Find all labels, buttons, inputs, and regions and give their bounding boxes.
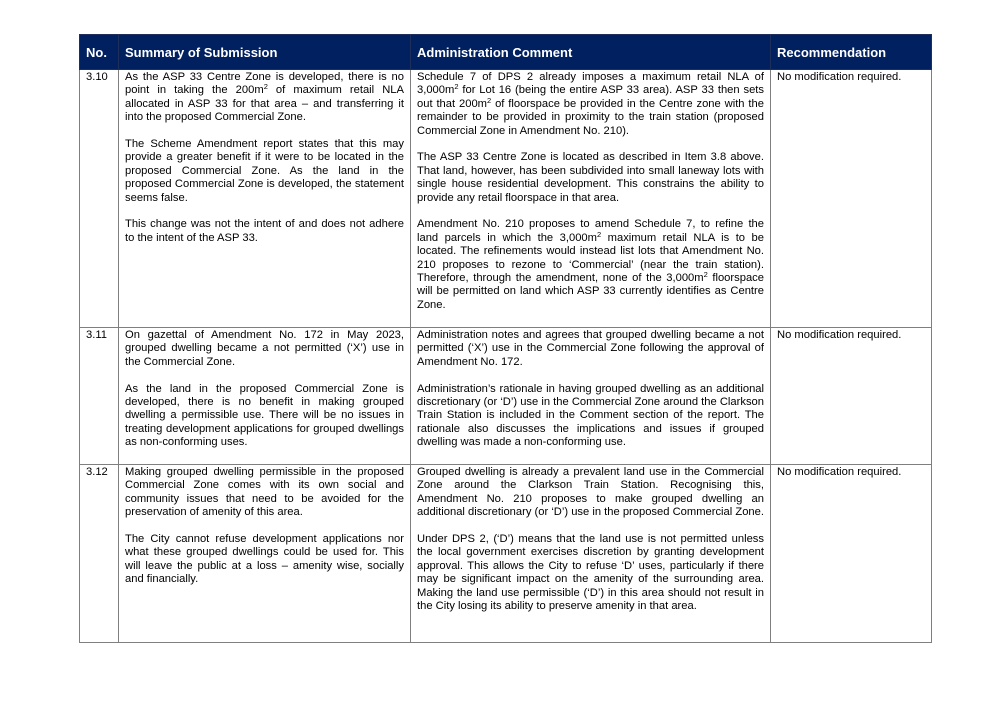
row-number: 3.11	[80, 328, 119, 465]
summary-paragraph: This change was not the intent of and does not adhere to the intent of the ASP 33.	[125, 218, 404, 244]
admin-comment-cell	[411, 328, 771, 465]
admin-paragraph: Administration’s rationale in having grouped dwelling as an additional discretionary (or ‘D’) use in the Commercial Zone around the Clarkson Train Station is included in the Comment section of the report. The rationale also discusses the implications and issues if grouped dwelling was made a non-conforming use.	[417, 382, 764, 449]
admin-paragraph: Administration notes and agrees that grouped dwelling became a not permitted (‘X’) use in the Commercial Zone following the approval of Amendment No. 172.	[417, 329, 764, 368]
submissions-table	[79, 34, 932, 643]
admin-paragraph: Schedule 7 of DPS 2 already imposes a maximum retail NLA of $3,000m^2$ for Lot 16 (being the entire ASP 33 area). ASP 33 then sets out that $200m^2$ of floorspace be provided in the Centre zone with the remainder to be provided in proximity to the train station (proposed Commercial Zone in Amendment No. 210).	[417, 71, 764, 137]
summary-cell	[119, 70, 411, 328]
table-row	[80, 70, 932, 328]
table-header-row	[80, 35, 932, 70]
admin-paragraph: Under DPS 2, (‘D’) means that the land use is not permitted unless the local government exercises discretion by granting development approval. This allows the City to refuse ‘D’ uses, particularly if there may be significant impact on the amenity of the surrounding area. Making the land use permissible (‘D’) in this area should not result in the City losing its ability to preserve amenity in that area.	[417, 533, 764, 613]
recommendation-cell: No modification required.	[771, 70, 932, 328]
summary-paragraph: The City cannot refuse development applications nor what these grouped dwellings could be used for. This will leave the public at a loss – amenity wise, socially and financially.	[125, 533, 404, 586]
table-row	[80, 465, 932, 643]
admin-comment-cell	[411, 465, 771, 643]
admin-paragraph: The ASP 33 Centre Zone is located as described in Item 3.8 above. That land, however, has been subdivided into small laneway lots with single house residential development. This constrains the ability to provide any retail floorspace in that area.	[417, 151, 764, 204]
summary-cell	[119, 465, 411, 643]
header-no: No.	[80, 35, 119, 70]
admin-comment-cell	[411, 70, 771, 328]
summary-paragraph: Making grouped dwelling permissible in the proposed Commercial Zone comes with its own social and community issues that need to be avoided for the preservation of amenity of this area.	[125, 466, 404, 519]
header-recommendation: Recommendation	[771, 35, 932, 70]
admin-paragraph: Grouped dwelling is already a prevalent land use in the Commercial Zone around the Clarkson Train Station. Recognising this, Amendment No. 210 proposes to make grouped dwelling an additional discretionary (or ‘D’) use in the proposed Commercial Zone.	[417, 466, 764, 519]
recommendation-cell: No modification required.	[771, 328, 932, 465]
admin-paragraph: Amendment No. 210 proposes to amend Schedule 7, to refine the land parcels in which the $3,000m^2$ maximum retail NLA is to be located. The refinements would instead list lots that Amendment No. 210 proposes to rezone to ‘Commercial’ (near the train station). Therefore, through the amendment, none of the $3,000m^2$ floorspace will be permitted on land which ASP 33 currently identifies as Centre Zone.	[417, 218, 764, 311]
summary-cell	[119, 328, 411, 465]
header-summary: Summary of Submission	[119, 35, 411, 70]
summary-paragraph: The Scheme Amendment report states that this may provide a greater benefit if it were to be located in the proposed Commercial Zone. As the land in the proposed Commercial Zone is developed, the statement seems false.	[125, 138, 404, 204]
header-admin-comment: Administration Comment	[411, 35, 771, 70]
row-number: 3.10	[80, 70, 119, 328]
row-number: 3.12	[80, 465, 119, 643]
recommendation-cell: No modification required.	[771, 465, 932, 643]
summary-paragraph: As the land in the proposed Commercial Zone is developed, there is no benefit in making grouped dwelling a permissible use. There will be no issues in treating development applications for grouped dwellings as non-conforming uses.	[125, 382, 404, 449]
summary-paragraph: As the ASP 33 Centre Zone is developed, there is no point in taking the $200m^2$ of maximum retail NLA allocated in ASP 33 for that area – and transferring it into the proposed Commercial Zone.	[125, 71, 404, 124]
table-row	[80, 328, 932, 465]
summary-paragraph: On gazettal of Amendment No. 172 in May 2023, grouped dwelling became a not permitted (‘X’) use in the Commercial Zone.	[125, 329, 404, 368]
